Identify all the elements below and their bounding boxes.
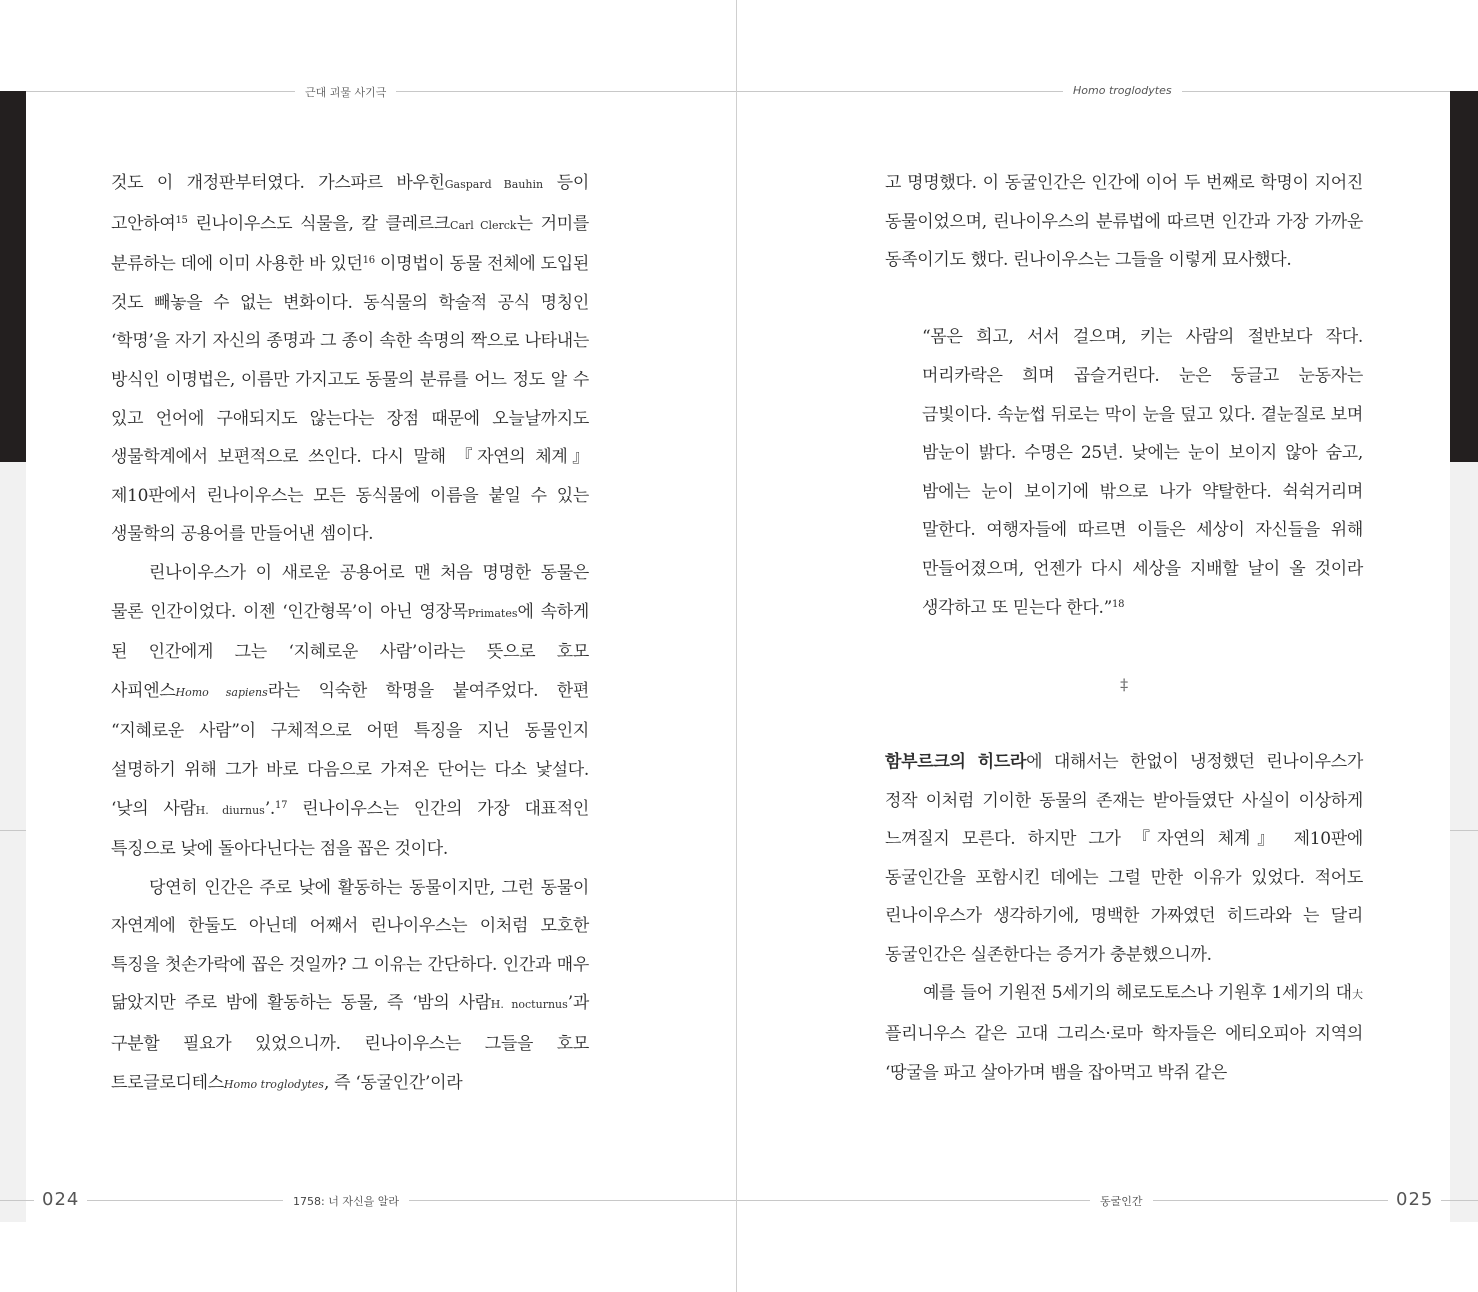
- text-run: 에 대해서는 한없이 냉정했던 린나이우스가 정작 이처럼 기이한 동물의 존재는 받아들였단 사실이 이상하게 느껴질지 모른다. 하지만 그가 『자연의 체계』 제10판에 동굴인간을 포함시킨 데에는 그럴 만한 이유가 있었다. 적어도 린나이우스가 생각하기에, 명백한 가짜였던 히드라와 는 달리 동굴인간은 실존한다는 증거가 충분했으니까.: [885, 751, 1363, 965]
- text-run: 플리니우스 같은 고대 그리스·로마 학자들은 에티오피아 지역의 ‘땅굴을 파고 살아가며 뱀을 잡아먹고 박쥐 같은: [885, 1024, 1363, 1083]
- bold-term: 함부르크의 히드라: [885, 751, 1027, 772]
- text-run: 는 거미를 분류하는 데에 이미 사용한 바 있던: [111, 213, 589, 275]
- left-edge-tab: [0, 91, 26, 462]
- right-footer-title: 동굴인간: [1090, 1193, 1153, 1209]
- left-running-head: 근대 괴물 사기극: [295, 84, 396, 100]
- page-gutter: [736, 0, 737, 1292]
- right-side-tick: [1450, 830, 1478, 831]
- text-run: , 즉 ‘동굴인간’이라: [323, 1072, 463, 1093]
- latin-gloss: Homo troglodytes: [223, 1077, 324, 1091]
- text-run: 라는 익숙한 학명을 붙여주었다. 한편 “지혜로운 사람”이 구체적으로 어떤 특징을 지닌 동물인지 설명하기 위해 그가 바로 다음으로 가져온 단어는 다소 낯설다. ‘낮의 사람: [111, 680, 589, 819]
- text-run: 린나이우스는 인간의 가장 대표적인 특징으로 낮에 돌아다닌다는 점을 꼽은 것이다.: [111, 798, 589, 860]
- left-edge-band: [0, 462, 26, 1222]
- left-page-body: [111, 164, 589, 1104]
- text-run: 등이 고안하여: [111, 173, 589, 234]
- text-run: 이명법이 동물 전체에 도입된 것도 빼놓을 수 없는 변화이다. 동식물의 학술적 공식 명칭인 ‘학명’을 자기 자신의 종명과 그 종이 속한 속명의 짝으로 나타내는 방식인 이명법은, 이름만 가지고도 동물의 분류를 어느 정도 알 수 있고 언어에 구애되지도 않는다는 장점 때문에 오늘날까지도 생물학계에서 보편적으로 쓰인다. 다시 말해 『자연의 체계』 제10판에서 린나이우스는 모든 동식물에 이름을 붙일 수 있는 생물학의 공용어를 만들어낸 셈이다.: [111, 254, 589, 545]
- block-quote: [922, 318, 1363, 627]
- left-side-tick: [0, 830, 26, 831]
- text-run: 당연히 인간은 주로 낮에 활동하는 동물이지만, 그런 동물이 자연계에 한둘도 아닌데 어째서 린나이우스는 이처럼 모호한 특징을 첫손가락에 꼽은 것일까? 그 이유는 간단하다. 인간과 매우 닮았지만 주로 밤에 활동하는 동물, 즉 ‘밤의 사람: [111, 877, 589, 1014]
- latin-gloss: H. nocturnus: [490, 998, 568, 1012]
- right-paragraph-1: 고 명명했다. 이 동굴인간은 인간에 이어 두 번째로 학명이 지어진 동물이었으며, 린나이우스의 분류법에 따르면 인간과 가장 가까운 동족이기도 했다. 린나이우스는 그들을 이렇게 묘사했다.: [885, 173, 1363, 271]
- right-edge-band: [1450, 462, 1478, 1222]
- text-run: ’과 구분할 필요가 있었으니까. 린나이우스는 그들을 호모 트로글로디테스: [111, 993, 589, 1093]
- latin-gloss: Homo sapiens: [175, 685, 268, 699]
- latin-gloss: Gaspard Bauhin: [444, 178, 544, 191]
- right-running-head: Homo troglodytes: [1063, 84, 1182, 97]
- left-paragraph-2: [111, 554, 589, 869]
- text-run: 것도 이 개정판부터였다. 가스파르 바우힌: [111, 173, 445, 193]
- right-page-number: 025: [1388, 1189, 1441, 1210]
- quote-text: “몸은 희고, 서서 걸으며, 키는 사람의 절반보다 작다. 머리카락은 희며 곱슬거린다. 눈은 둥글고 눈동자는 금빛이다. 속눈썹 뒤로는 막이 눈을 덮고 있다. 곁눈질로 보며 밤눈이 밝다. 수명은 25년. 낮에는 눈이 보이지 않아 숨고, 밤에는 눈이 보이기에 밖으로 나가 약탈한다. 쉭쉭거리며 말한다. 여행자들에 따르면 이들은 세상이 자신들을 위해 만들어졌으며, 언젠가 다시 세상을 지배할 날이 올 것이라 생각하고 또 믿는다 한다.”: [922, 327, 1363, 618]
- latin-gloss: H. diurnus: [195, 803, 265, 817]
- footnote-ref[interactable]: 15: [175, 214, 188, 226]
- left-footer-title: 1758: 너 자신을 알라: [283, 1193, 409, 1209]
- text-run: 에 속하게 된 인간에게 그는 ‘지혜로운 사람’이라는 뜻으로 호모 사피엔스: [111, 601, 589, 701]
- right-page-body: [885, 164, 1363, 1092]
- hanja-gloss: 大: [1351, 988, 1363, 1002]
- left-page-number: 024: [34, 1189, 87, 1210]
- footnote-ref[interactable]: 17: [275, 799, 288, 811]
- section-break-mark: ‡: [1120, 674, 1128, 694]
- text-run: 린나이우스가 이 새로운 공용어로 맨 처음 명명한 동물은 물론 인간이었다. 이젠 ‘인간형목’이 아닌 영장목: [111, 562, 589, 622]
- right-paragraph-2: [885, 743, 1363, 975]
- text-run: ’.: [264, 798, 276, 819]
- footnote-ref[interactable]: 18: [1112, 598, 1125, 610]
- footnote-ref[interactable]: 16: [362, 255, 375, 267]
- right-edge-tab: [1450, 91, 1478, 462]
- text-run: 린나이우스도 식물을, 칼 클레르크: [187, 213, 451, 234]
- right-paragraph-3: [885, 974, 1363, 1092]
- text-run: 예를 들어 기원전 5세기의 헤로도토스나 기원후 1세기의 대: [923, 983, 1352, 1004]
- latin-gloss: Carl Clerck: [450, 218, 517, 232]
- left-paragraph-3: [111, 869, 589, 1105]
- latin-gloss: Primates: [467, 606, 518, 620]
- left-paragraph-1: [111, 164, 589, 554]
